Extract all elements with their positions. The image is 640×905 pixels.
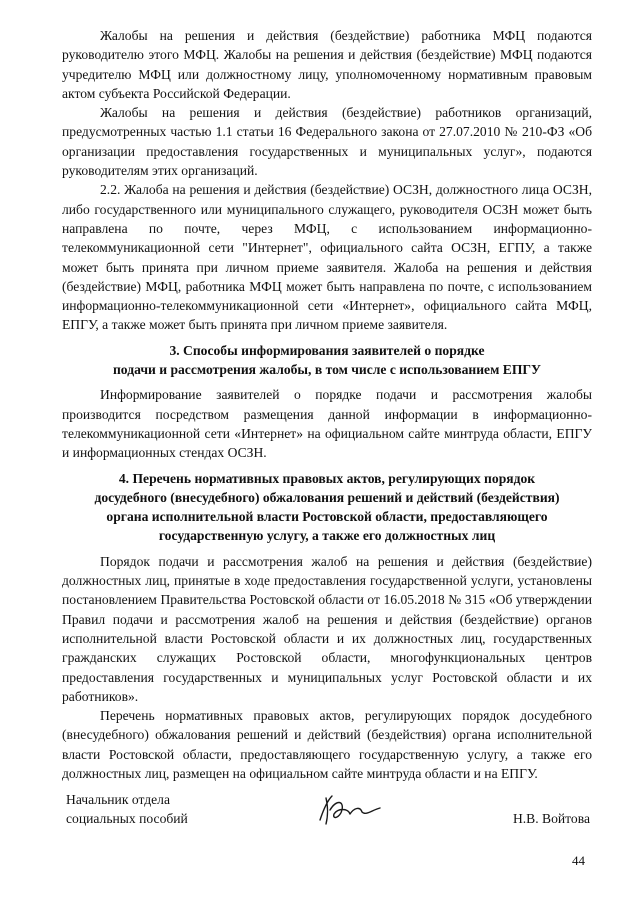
page-number: 44	[572, 853, 585, 868]
paragraph-2-2: 2.2. Жалоба на решения и действия (бездействие) ОСЗН, должностного лица ОСЗН, либо государственного или муниципального служащего, руководителя ОСЗН может быть направлена по почте, через МФЦ, с использованием информационно-телекоммуникационной сети "Интернет", официального сайта ОСЗН, ЕГПУ, а также может быть принята при личном приеме заявителя. Жалоба на решения и действия (бездействие) МФЦ, работника МФЦ может быть направлена по почте, с использованием информационно-телекоммуникационной сети «Интернет», официального сайта МФЦ, ЕПГУ, а также может быть принята при личном приеме заявителя.	[62, 182, 592, 333]
section-4-heading	[62, 469, 592, 546]
section-3-heading	[62, 341, 592, 380]
paragraph-organizations-complaints: Жалобы на решения и действия (бездействие) работников организаций, предусмотренных частью 1.1 статьи 16 Федерального закона от 27.07.2010 № 210-ФЗ «Об организации предоставления государственных и муниципальных услуг», подаются руководителям этих организаций.	[62, 105, 592, 179]
paragraph-section-4-procedure: Порядок подачи и рассмотрения жалоб на решения и действия (бездействие) должностных лиц, принятые в ходе предоставления государственной услуги, установлены постановлением Правительства Ростовской области от 16.05.2018 № 315 «Об утверждении Правил подачи и рассмотрения жалоб на решения и действия (бездействие) органов исполнительной власти Ростовской области и их должностных лиц, государственных гражданских служащих Ростовской области, многофункциональных центров предоставления государственных и муниципальных услуг Ростовской области и их работников».	[62, 553, 592, 704]
paragraph-section-4-list: Перечень нормативных правовых актов, регулирующих порядок досудебного (внесудебного) обжалования решений и действий (бездействия) органа исполнительной власти Ростовской области, предоставляющего государственную услугу, а также его должностных лиц, размещен на официальном сайте минтруда области и на ЕПГУ.	[62, 708, 592, 781]
section-4-heading-line: 4. Перечень нормативных правовых актов, регулирующих порядок	[118, 470, 536, 486]
signatory-title-line: социальных пособий	[66, 811, 188, 827]
section-4-heading-line: органа исполнительной власти Ростовской области, предоставляющего	[106, 509, 548, 525]
paragraph-mfc-complaints: Жалобы на решения и действия (бездействие) работника МФЦ подаются руководителю этого МФЦ. Жалобы на решения и действия (бездействие) МФЦ подаются учредителю МФЦ или должностному лицу, уполномоченному нормативным правовым актом субъекта Российской Федерации.	[62, 28, 592, 101]
document-page	[62, 26, 592, 783]
signatory-title-line: Начальник отдела	[66, 792, 170, 807]
section-3-heading-line: подачи и рассмотрения жалобы, в том числе с использованием ЕПГУ	[112, 362, 542, 378]
signatory-title	[66, 790, 188, 829]
section-4-heading-line: государственную услугу, а также его должностных лиц	[158, 528, 496, 544]
handwritten-signature	[314, 790, 386, 830]
paragraph-section-3: Информирование заявителей о порядке подачи и рассмотрения жалобы производится посредством размещения данной информации в информационно-телекоммуникационной сети «Интернет» на официальном сайте минтруда области, ЕПГУ и информационных стендах ОСЗН.	[62, 387, 592, 461]
section-3-heading-line: 3. Способы информирования заявителей о порядке	[169, 342, 485, 358]
section-4-heading-line: досудебного (внесудебного) обжалования решений и действий (бездействия)	[94, 489, 560, 505]
signatory-name: Н.В. Войтова	[512, 811, 590, 826]
signature-block	[66, 790, 590, 840]
